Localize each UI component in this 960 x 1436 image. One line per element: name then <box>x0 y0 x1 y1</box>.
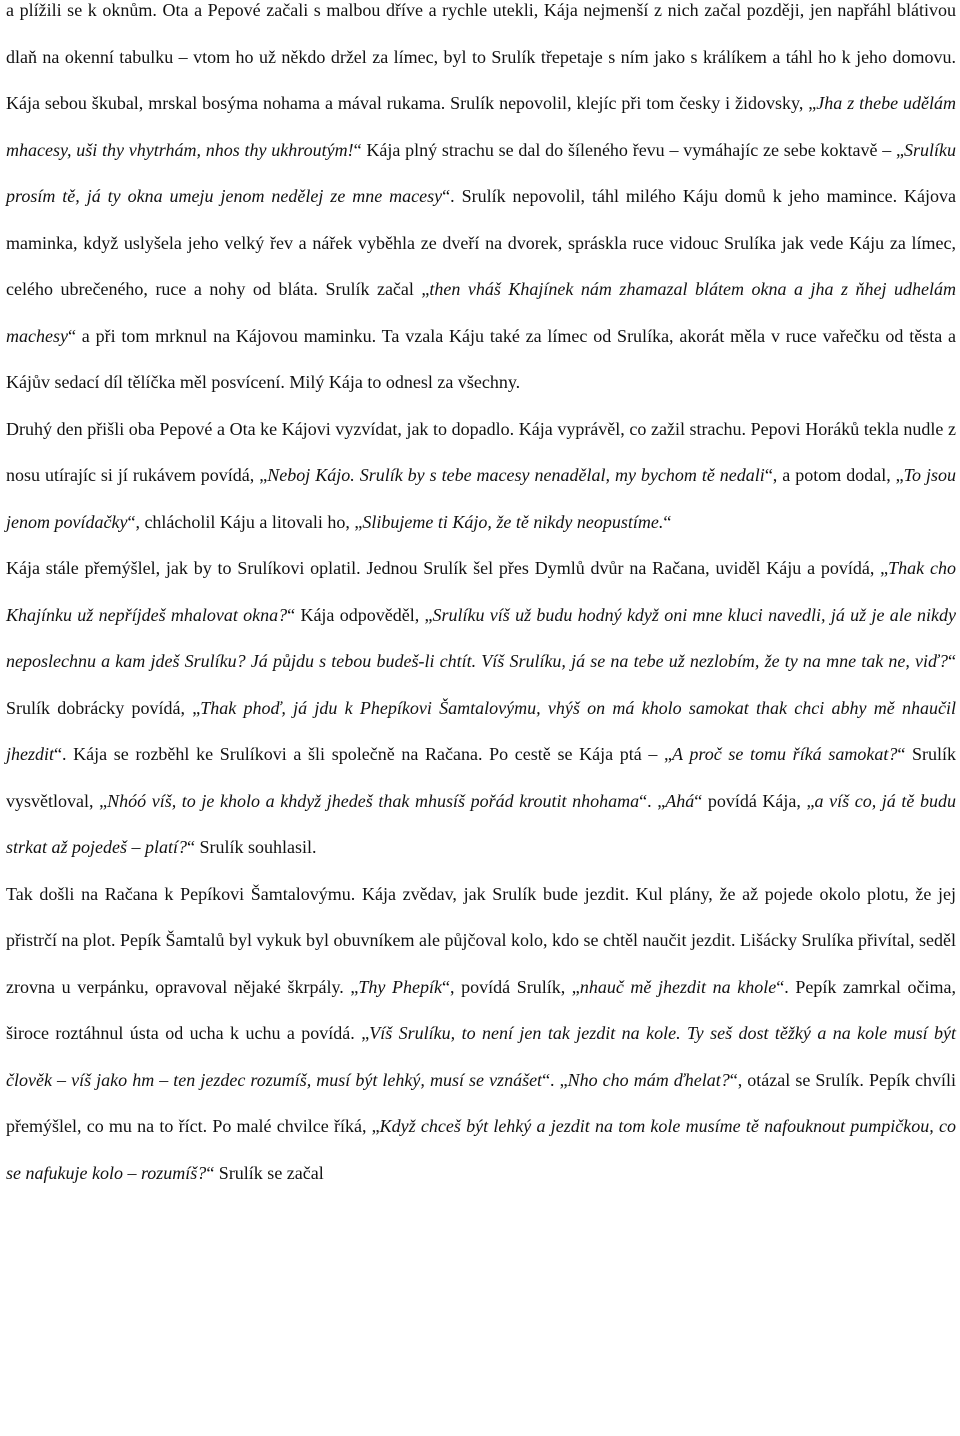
document-text <box>6 0 956 1196</box>
narration-text: Tak došli na Račana k Pepíkovi Šamtalovýmu. Kája zvědav, jak Srulík bude jezdit. Kul plány, že až pojede okolo plotu, že jej přistrčí na plot. Pepík Šamtalů byl vykuk byl obuvníkem ale půjčoval kolo, kdo se chtěl naučit jezdit. Lišácky Srulíka přivítal, seděl zrovna u verpánku, opravoval nějaké škrpály. „ <box>6 883 956 997</box>
paragraph-4 <box>6 871 956 1197</box>
narration-text: “. „ <box>639 790 666 811</box>
paragraph-3 <box>6 545 956 871</box>
narration-text: “. „ <box>542 1069 568 1090</box>
quoted-speech: a víš co, já tě budu strkat až pojedeš – platí? <box>6 790 956 857</box>
narration-text: Druhý den přišli oba Pepové a Ota ke Kájovi vyzvídat, jak to dopadlo. Kája vyprávěl, co zažil strachu. Pepovi Horáků tekla nudle z nosu utírajíc si jí rukávem povídá, „ <box>6 418 956 485</box>
quoted-speech: Srulíku prosím tě, já ty okna umeju jenom nedělej ze mne macesy <box>6 139 957 206</box>
narration-text: Kája stále přemýšlel, jak by to Srulíkovi oplatil. Jednou Srulík šel přes Dymlů dvůr na Račana, uviděl Káju a povídá, „ <box>6 558 889 578</box>
narration-text: “ <box>663 511 672 532</box>
quoted-speech: then vháš Khajínek nám zhamazal blátem okna a jha z ňhej udhelám machesy <box>6 279 956 346</box>
narration-text: “ Srulík vysvětloval, „ <box>6 744 957 811</box>
narration-text: “, povídá Srulík, „ <box>441 976 580 997</box>
quoted-speech: Slibujeme ti Kájo, že tě nikdy neopustíme. <box>362 511 664 532</box>
quoted-speech: Neboj Kájo. Srulík by s tebe macesy nenadělal, my bychom tě nedali <box>267 465 765 485</box>
quoted-speech: Nhóó víš, to je kholo a khdyž jhedeš thak mhusíš pořád kroutit nhohama <box>107 790 640 811</box>
quoted-speech: Víš Srulíku, to není jen tak jezdit na kole. Ty seš dost těžký a na kole musí být člověk – víš jako hm – ten jezdec rozumíš, musí být lehký, musí se vznášet <box>6 1023 957 1090</box>
narration-text: “, chlácholil Káju a litovali ho, „ <box>127 511 363 532</box>
narration-text: “ Kája plný strachu se dal do šíleného řevu – vymáhajíc ze sebe koktavě – „ <box>353 139 905 160</box>
narration-text: “ Srulík se začal <box>206 1162 324 1183</box>
quoted-speech: Thak phoď, já jdu k Phepíkovi Šamtalovýmu, vhýš on má kholo samokat thak chci abhy mě nhaučil jhezdit <box>6 697 956 764</box>
quoted-speech: Thy Phepík <box>358 976 442 997</box>
quoted-speech: Jha z thebe udělám mhacesy, uši thy vhytrhám, nhos thy ukhroutým! <box>6 93 957 160</box>
narration-text: “ Kája odpověděl, „ <box>287 604 433 625</box>
quoted-speech: A proč se tomu říká samokat? <box>672 744 898 764</box>
narration-text: “. Srulík nepovolil, táhl milého Káju domů k jeho mamince. Kájova maminka, když uslyšela jeho velký řev a nářek vyběhla ze dveří na dvorek, spráskla ruce vidouc Srulíka jak vede Káju za límec, celého ubrečeného, ruce a nohy od bláta. Srulík začal „ <box>6 186 956 299</box>
quoted-speech: Nho cho mám ďhelat? <box>567 1069 730 1090</box>
quoted-speech: Když chceš být lehký a jezdit na tom kole musíme tě nafouknout pumpičkou, co se nafukuje kolo – rozumíš? <box>6 1116 956 1183</box>
narration-text: “, a potom dodal, „ <box>764 465 904 485</box>
paragraph-1 <box>6 0 956 406</box>
narration-text: “ a při tom mrknul na Kájovou maminku. Ta vzala Káju také za límec od Srulíka, akorát měla v ruce vařečku od těsta a Kájův sedací díl tělíčka měl posvícení. Milý Kája to odnesl za všechny. <box>6 325 956 392</box>
quoted-speech: Ahá <box>665 790 695 811</box>
narration-text: “, otázal se Srulík. Pepík chvíli přemýšlel, co mu na to říct. Po malé chvilce říká, „ <box>6 1069 956 1136</box>
narration-text: “ Srulík souhlasil. <box>187 837 317 857</box>
narration-text: “. Kája se rozběhl ke Srulíkovi a šli společně na Račana. Po cestě se Kája ptá – „ <box>54 744 673 764</box>
narration-text: “. Pepík zamrkal očima, široce roztáhnul ústa od ucha k uchu a povídá. „ <box>6 976 956 1043</box>
paragraph-2 <box>6 406 956 546</box>
narration-text: “ povídá Kája, „ <box>694 790 815 811</box>
quoted-speech: Thak cho Khajínku už nepříjdeš mhalovat okna? <box>6 558 956 625</box>
quoted-speech: nhauč mě jhezdit na khole <box>579 976 777 997</box>
narration-text: “ Srulík dobrácky povídá, „ <box>6 651 956 718</box>
narration-text: a plížili se k oknům. Ota a Pepové začali s malbou dříve a rychle utekli, Kája nejmenší z nich začal později, jen napřáhl blátivou dlaň na okenní tabulku – vtom ho už někdo držel za límec, byl to Srulík třepetaje s ním jako s králíkem a táhl ho k jeho domovu. Kája sebou škubal, mrskal bosýma nohama a mával rukama. Srulík nepovolil, klejíc při tom česky i židovsky, „ <box>6 0 956 113</box>
quoted-speech: To jsou jenom povídačky <box>6 465 956 532</box>
quoted-speech: Srulíku víš už budu hodný když oni mne kluci navedli, já už je ale nikdy neposlechnu a kam jdeš Srulíku? Já půjdu s tebou budeš-li chtít. Víš Srulíku, já se na tebe už nezlobím, že ty na mne tak ne, viď? <box>6 604 956 671</box>
